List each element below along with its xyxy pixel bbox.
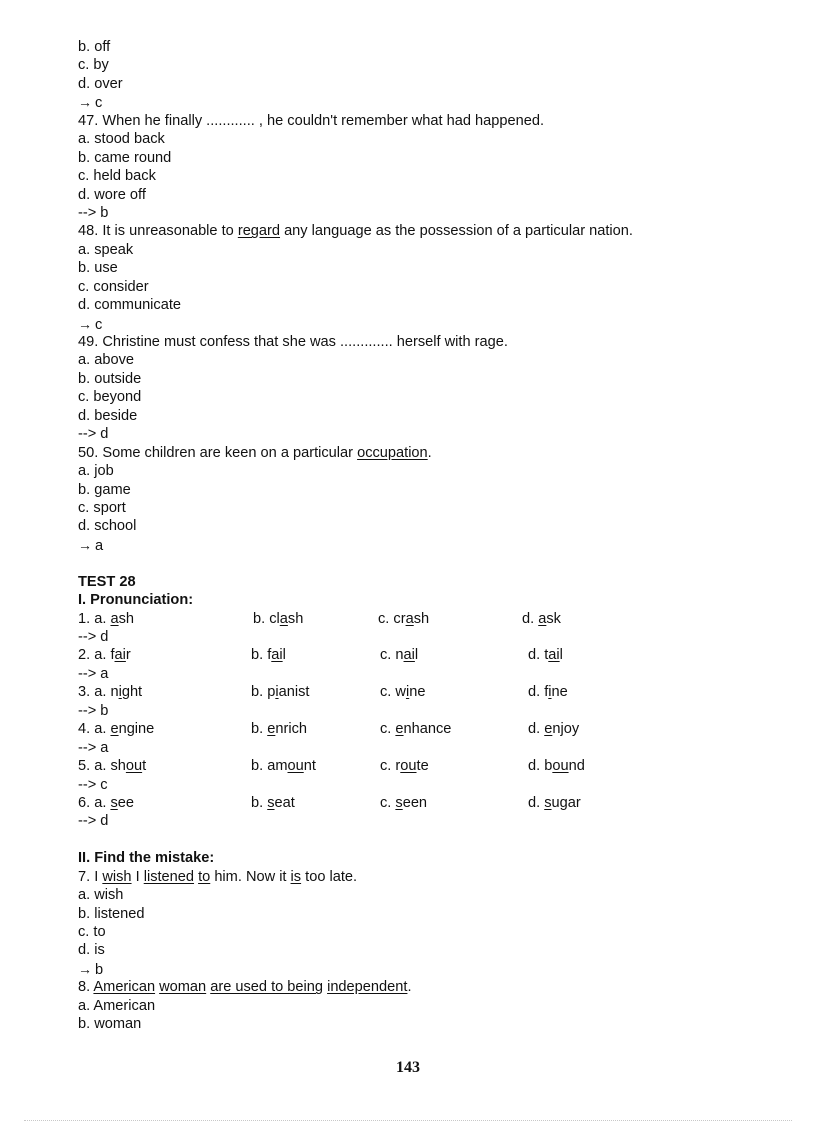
option-line: d. is <box>78 942 105 959</box>
option-line: b. came round <box>78 149 172 166</box>
question-48: 48. It is unreasonable to regard any language as the possession of a particular nation. <box>78 223 633 240</box>
answer-line: --> b <box>78 702 109 719</box>
pronunciation-row: 5. a. shout b. amount c. route d. bound <box>78 758 585 775</box>
answer-line: --> b <box>78 204 109 221</box>
answer-line: --> a <box>78 665 109 682</box>
pronunciation-row: 6. a. see b. seat c. seen d. sugar <box>78 794 581 811</box>
pronunciation-row: 3. a. night b. pianist c. wine d. fine <box>78 684 568 701</box>
pronunciation-row: 1. a. ash b. clash c. crash d. ask <box>78 610 561 627</box>
answer-text: c <box>95 316 103 333</box>
answer-line: --> d <box>78 629 109 645</box>
option-line: a. American <box>78 997 156 1014</box>
document-body <box>78 38 778 1034</box>
answer-text: a <box>95 537 104 554</box>
answer-line: --> a <box>78 739 109 756</box>
answer-line <box>78 536 778 554</box>
option-line: d. communicate <box>78 297 182 314</box>
option-line: d. school <box>78 518 137 535</box>
option-line: c. held back <box>78 168 156 185</box>
question-8: 8. American woman are used to being independent. <box>78 979 412 996</box>
pronunciation-row: 2. a. fair b. fail c. nail d. tail <box>78 647 563 664</box>
answer-text: b <box>95 961 104 978</box>
option-line: b. use <box>78 260 118 277</box>
option-line: c. by <box>78 57 109 74</box>
underlined-word: occupation <box>357 444 428 461</box>
footer-divider <box>24 1120 792 1121</box>
arrow-icon: → <box>78 960 92 977</box>
option-line: c. to <box>78 924 106 940</box>
option-line: b. game <box>78 481 131 498</box>
answer-line: --> d <box>78 426 109 443</box>
answer-line <box>78 315 778 333</box>
question-49: 49. Christine must confess that she was ............. herself with rage. <box>78 334 508 350</box>
arrow-icon: → <box>78 536 92 553</box>
answer-line: --> c <box>78 776 108 793</box>
option-line: d. over <box>78 75 123 92</box>
option-line: c. beyond <box>78 389 142 406</box>
question-7: 7. I wish I listened to him. Now it is too late. <box>78 868 358 885</box>
option-line: b. woman <box>78 1016 142 1033</box>
option-line: d. beside <box>78 407 138 424</box>
section-heading: I. Pronunciation: <box>78 592 194 609</box>
option-line: b. off <box>78 39 111 55</box>
option-line: a. wish <box>78 887 124 904</box>
question-50: 50. Some children are keen on a particular occupation. <box>78 444 432 461</box>
answer-line <box>78 93 778 111</box>
answer-line <box>78 960 778 978</box>
option-line: d. wore off <box>78 186 146 203</box>
answer-line: --> d <box>78 813 109 830</box>
underlined-word: regard <box>237 223 281 240</box>
option-line: c. sport <box>78 499 126 516</box>
option-line: a. job <box>78 463 114 480</box>
option-line: a. stood back <box>78 131 165 148</box>
option-line: c. consider <box>78 278 149 295</box>
answer-text: c <box>95 95 103 112</box>
section-heading: II. Find the mistake: <box>78 850 215 867</box>
question-47: 47. When he finally ............ , he couldn't remember what had happened. <box>78 112 545 129</box>
test-title: TEST 28 <box>78 573 136 590</box>
arrow-icon: → <box>78 315 92 332</box>
option-line: a. speak <box>78 241 134 258</box>
option-line: a. above <box>78 352 134 369</box>
option-line: b. outside <box>78 370 142 387</box>
arrow-icon: → <box>78 94 92 111</box>
option-line: b. listened <box>78 905 145 922</box>
page-number: 143 <box>396 1059 420 1076</box>
pronunciation-row: 4. a. engine b. enrich c. enhance d. enjoy <box>78 721 580 738</box>
